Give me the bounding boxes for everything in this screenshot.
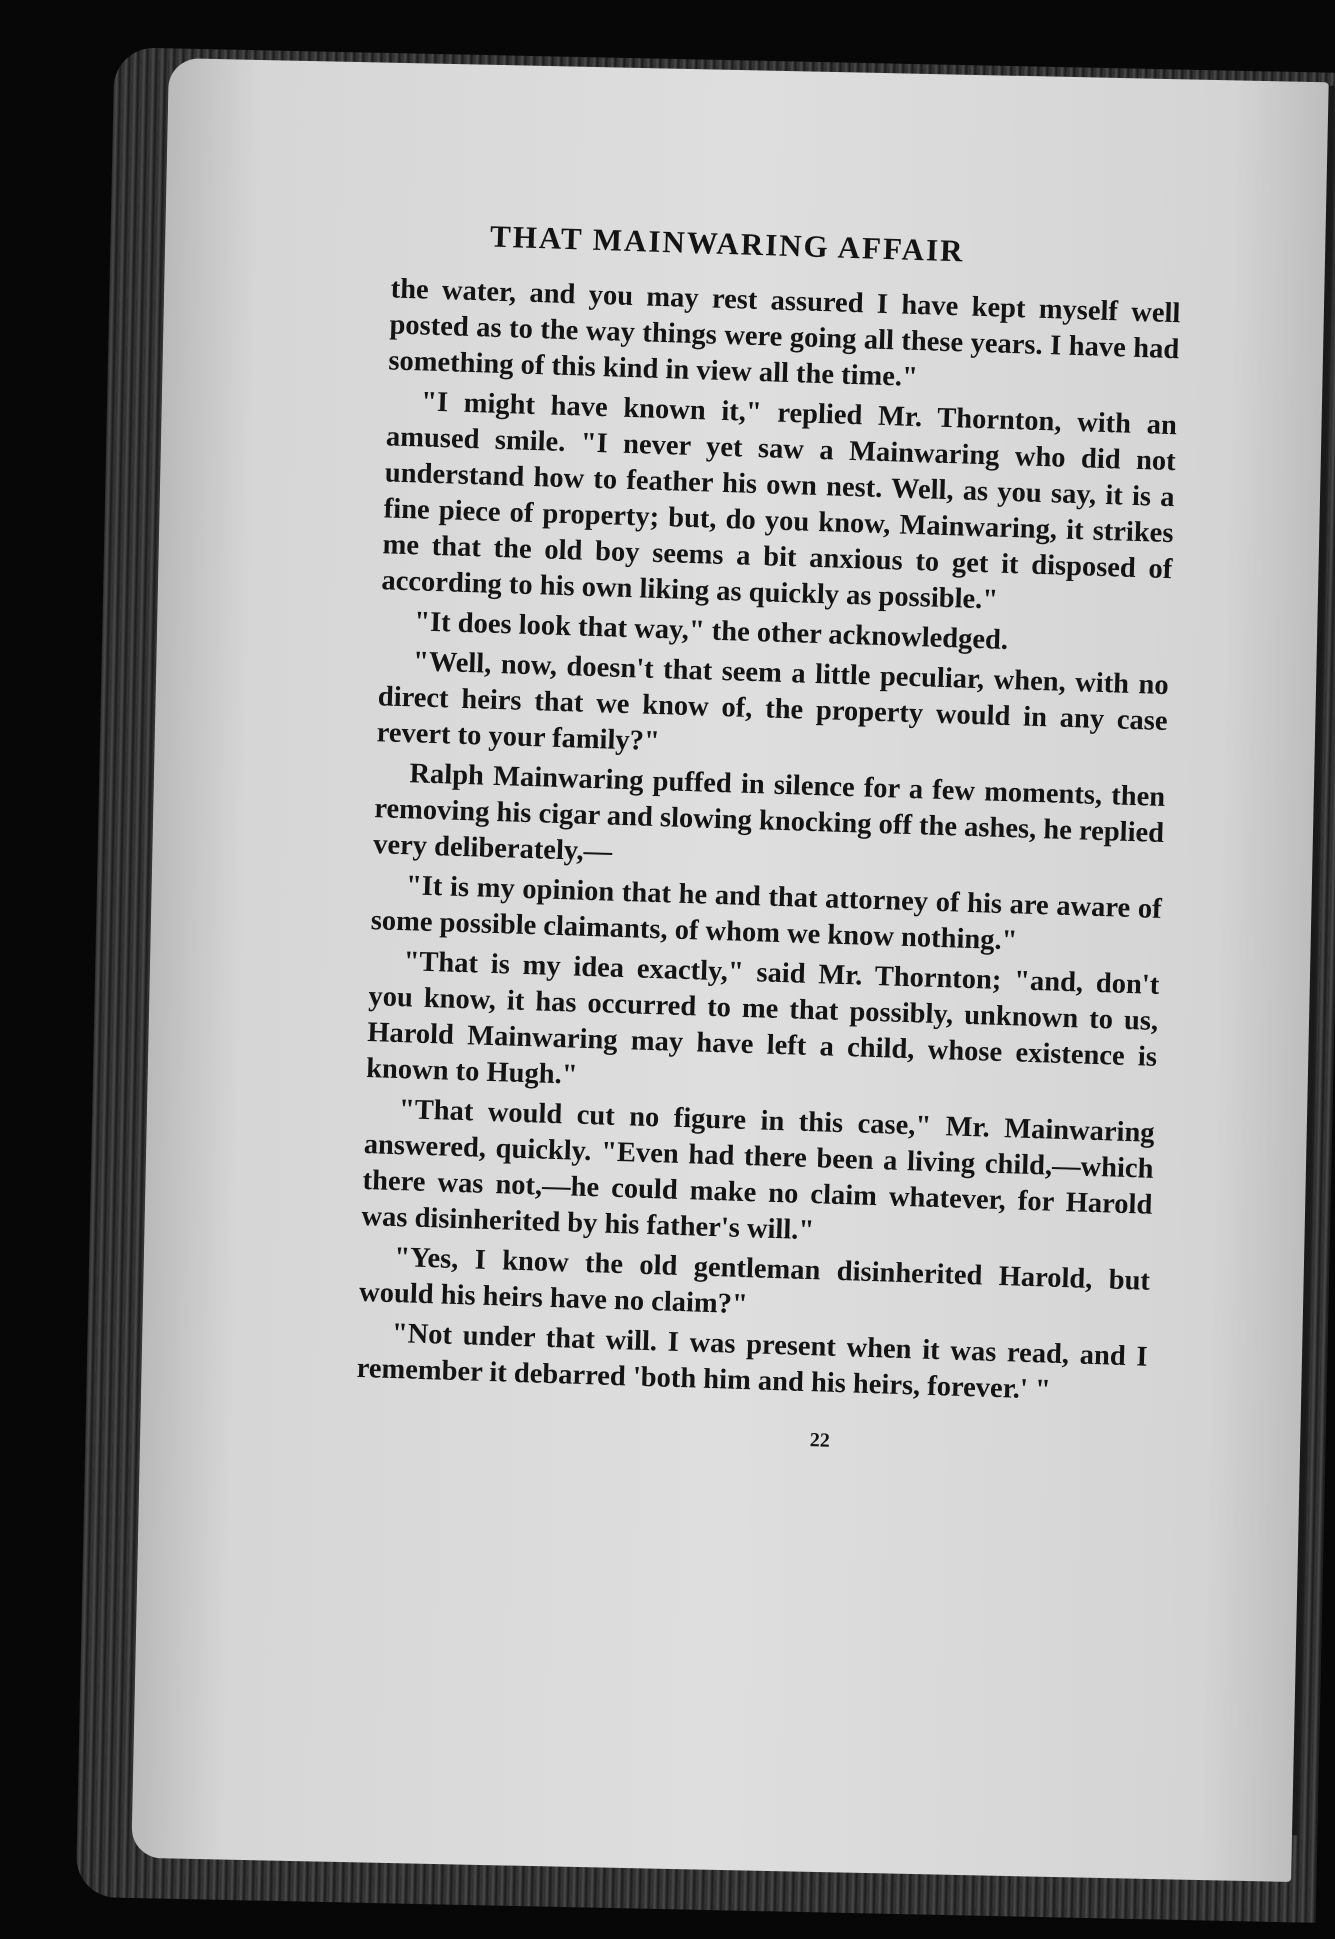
running-head: THAT MAINWARING AFFAIR	[489, 218, 966, 269]
body-text	[356, 271, 1181, 1411]
paragraph: "That would cut no figure in this case," Mr. Mainwaring answered, quickly. "Even had there been a living child,—which there was not,—he could make no claim whatever, for Harold was disinherited by his father's will."	[361, 1094, 1156, 1247]
page-number: 22	[809, 1429, 831, 1452]
paragraph: "It is my opinion that he and that attorney of his are aware of some possible claimants, of whom we know nothing."	[370, 870, 1163, 957]
paragraph: "Not under that will. I was present when it was read, and I remember it debarred 'both him and his heirs, forever.' "	[356, 1317, 1149, 1406]
page-content	[180, 150, 1200, 1463]
paragraph: "It does look that way," the other acknowledged.	[413, 606, 1009, 656]
paragraph: "I might have known it," replied Mr. Thornton, with an amused smile. "I never yet saw a Mainwaring who did not understand how to feather his own nest. Well, as you say, it is a fine piece of property; but, do you know, Mainwaring, it strikes me that the old boy seems a bit anxious to get it disposed of according to his own liking as quickly as possible."	[381, 386, 1178, 616]
paragraph: "Well, now, doesn't that seem a little peculiar, when, with no direct heirs that we know of, the property would in any case revert to your family?"	[376, 646, 1170, 758]
paragraph: "Yes, I know the old gentleman disinherited Harold, but would his heirs have no claim?"	[358, 1242, 1151, 1321]
paragraph: Ralph Mainwaring puffed in silence for a few moments, then removing his cigar and slowing knocking off the ashes, he replied very deliberately,—	[372, 758, 1166, 868]
paragraph: the water, and you may rest assured I have kept myself well posted as to the way things were going all these years. I have had something of this kind in view all the time."	[387, 273, 1181, 394]
paragraph: "That is my idea exactly," said Mr. Thornton; "and, don't you know, it has occurred to me that possibly, unknown to us, Harold Mainwaring may have left a child, whose existence is known to Hugh."	[365, 946, 1160, 1091]
